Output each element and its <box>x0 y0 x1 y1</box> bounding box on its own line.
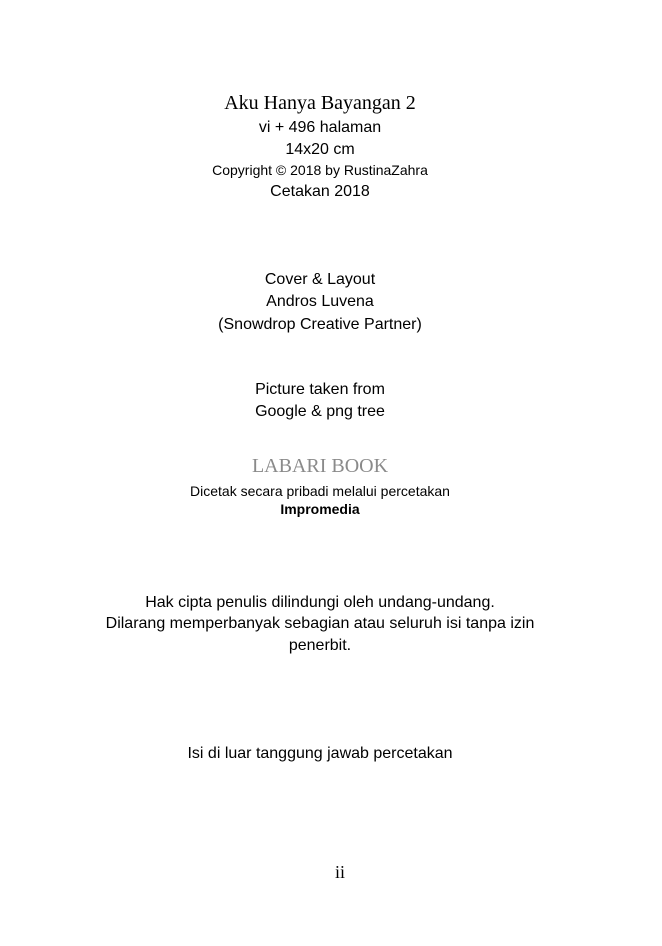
legal-line-3: penerbit. <box>288 637 352 654</box>
publisher-stamp: LABARI BOOK <box>251 455 389 477</box>
book-title: Aku Hanya Bayangan 2 <box>224 92 416 114</box>
cover-layout-heading: Cover & Layout <box>264 271 376 288</box>
book-size: 14x20 cm <box>285 141 355 158</box>
printer-disclaimer: Isi di luar tanggung jawab percetakan <box>187 745 453 762</box>
cover-designer-org: (Snowdrop Creative Partner) <box>218 316 422 333</box>
legal-line-2: Dilarang memperbanyak sebagian atau seluruh isi tanpa izin <box>105 615 535 632</box>
copyright-notice: Copyright © 2018 by RustinaZahra <box>212 162 428 178</box>
printed-via-text: Dicetak secara pribadi melalui percetakan <box>190 483 450 499</box>
printing-year: Cetakan 2018 <box>270 183 370 200</box>
cover-designer-name: Andros Luvena <box>266 293 374 310</box>
printer-name: Impromedia <box>280 501 360 517</box>
legal-line-1: Hak cipta penulis dilindungi oleh undang-undang. <box>145 594 495 611</box>
page-number: ii <box>334 862 345 882</box>
picture-credit-line1: Picture taken from <box>255 381 385 398</box>
page-count: vi + 496 halaman <box>258 119 382 136</box>
picture-credit-line2: Google & png tree <box>255 403 385 420</box>
